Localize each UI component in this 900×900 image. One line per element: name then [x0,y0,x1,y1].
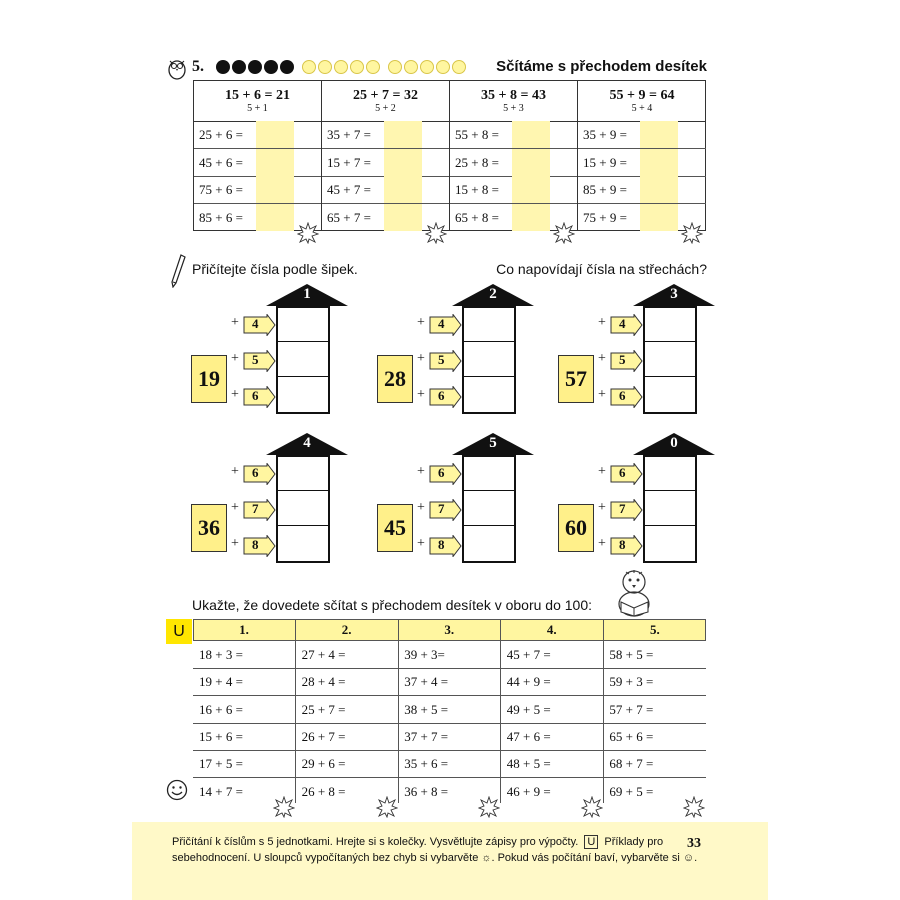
equation-text: 15 + 6 = [199,728,243,744]
equation-text: 15 + 8 = [455,182,499,197]
page-number: 33 [687,836,701,851]
addend-arrow [429,499,467,521]
arrow-shape [243,499,281,521]
table-row [398,750,500,778]
equation-text: 58 + 5 = [609,647,654,662]
plus-sign: + [598,351,606,366]
plus-sign: + [231,387,239,402]
equation-text: 75 + 9 = [583,209,627,225]
table-column [296,619,399,803]
answer-field[interactable] [512,121,550,148]
arrow-shape [243,350,281,372]
equation-text: 25 + 8 = [455,154,499,170]
addend-number: 5 [252,352,259,367]
addend-arrow [610,463,648,485]
star-icon[interactable] [273,796,295,818]
equation-text: 19 + 4 = [199,674,243,690]
equation-text: 18 + 3 = [199,647,243,662]
dot-empty [318,60,332,74]
star-icon[interactable] [425,222,447,244]
arrow-shape [610,535,648,557]
addend-number: 4 [619,316,626,331]
equation-text: 26 + 8 = [301,783,346,799]
equation-text: 57 + 7 = [609,701,654,717]
equation-text: 36 + 8 = [404,783,449,799]
number-house [191,435,371,595]
self-assessment-label: U [166,619,192,644]
table-row [501,696,603,724]
addend-number: 4 [252,316,259,331]
table-row [603,668,706,696]
dot-empty [350,60,364,74]
answer-field[interactable] [640,121,678,148]
dot-empty [452,60,466,74]
addend-number: 6 [438,465,445,480]
arrow-shape [243,535,281,557]
plus-sign: + [417,351,425,366]
footer-line2: sebehodnocení. U sloupců vypočítaných bez chyb si vybarvěte ☼. Pokud vás počítání baví, vybarvěte si ☺. [172,852,698,864]
dot-empty [404,60,418,74]
number-house [377,435,557,595]
roof-number: 4 [303,435,311,451]
addend-number: 7 [252,501,259,516]
addend-number: 8 [252,537,259,552]
start-number: 57 [558,355,594,403]
dot-empty [334,60,348,74]
table-column [194,81,322,230]
table-row [603,723,706,751]
start-number: 45 [377,504,413,552]
table-column [322,81,450,230]
equation-text: 35 + 7 = [327,127,371,142]
plus-sign: + [231,351,239,366]
table-column [450,81,578,230]
plus-sign: + [598,315,606,330]
arrow-shape [429,499,467,521]
addend-arrow [610,499,648,521]
example-equation: 25 + 7 = 32 [353,88,418,103]
addend-number: 6 [619,388,626,403]
plus-sign: + [417,387,425,402]
addend-arrow [243,463,281,485]
column-header: 2. [341,622,352,637]
star-icon[interactable] [683,796,705,818]
equation-text: 65 + 8 = [455,209,499,225]
dot-filled [280,60,294,74]
answer-field[interactable] [512,176,550,203]
addend-arrow [429,386,467,408]
arrow-shape [610,463,648,485]
table-row [296,668,398,696]
answer-cell[interactable] [645,342,695,376]
table-row [296,750,398,778]
dot-filled [264,60,278,74]
answer-field[interactable] [256,121,294,148]
addend-arrow [243,499,281,521]
addend-arrow [429,350,467,372]
equation-text: 26 + 7 = [301,728,346,744]
pencil-icon [170,254,186,288]
star-icon[interactable] [297,222,319,244]
answer-cell[interactable] [278,526,328,560]
equation-text: 46 + 9 = [506,783,551,799]
table-row [450,176,577,204]
star-icon[interactable] [478,796,500,818]
equation-text: 37 + 4 = [404,674,449,690]
answer-cell[interactable] [278,308,328,342]
addend-arrow [429,314,467,336]
column-header: 3. [444,622,455,637]
equation-text: 16 + 6 = [199,701,243,717]
equation-text: 35 + 6 = [404,756,449,772]
plus-sign: + [417,315,425,330]
equation-text: 75 + 6 = [199,182,243,197]
roof-number: 3 [670,286,678,302]
answer-cell[interactable] [464,457,514,491]
table-row [322,176,449,204]
equation-text: 65 + 6 = [609,728,654,744]
answer-cell[interactable] [278,377,328,411]
number-house [191,286,371,446]
equation-text: 39 + 3= [404,647,445,662]
addend-number: 4 [438,316,445,331]
equation-text: 47 + 6 = [506,728,551,744]
plus-sign: + [598,500,606,515]
table-row [193,641,295,669]
equation-text: 35 + 9 = [583,127,627,142]
column-header: 4. [546,622,557,637]
answer-field[interactable] [256,149,294,176]
example-split: 5 + 4 [631,103,653,114]
plus-sign: + [417,536,425,551]
arrow-shape [243,314,281,336]
arrow-shape [429,314,467,336]
answer-field[interactable] [640,149,678,176]
addend-number: 7 [438,501,445,516]
dot-filled [232,60,246,74]
column-example [578,81,706,122]
footer-note [132,822,768,900]
dot-empty [420,60,434,74]
equation-text: 25 + 6 = [199,127,243,142]
answer-field[interactable] [640,204,678,231]
column-header: 1. [239,622,249,637]
house-body [276,455,330,563]
equation-text: 65 + 7 = [327,209,371,225]
roof-number: 2 [489,286,497,302]
plus-sign: + [598,536,606,551]
table-row [398,723,500,751]
equation-text: 68 + 7 = [609,756,654,772]
addend-number: 6 [252,465,259,480]
equation-text: 48 + 5 = [506,756,551,772]
column-example [194,81,321,122]
table-row [450,121,577,149]
table-row [296,696,398,724]
arrow-shape [243,463,281,485]
answer-cell[interactable] [464,377,514,411]
star-icon[interactable] [681,222,703,244]
equation-text: 69 + 5 = [609,783,654,799]
plus-sign: + [231,464,239,479]
answer-cell[interactable] [278,491,328,525]
roof-number: 5 [489,435,497,451]
answer-cell[interactable] [464,491,514,525]
equation-text: 25 + 7 = [301,701,346,717]
table-row [193,668,295,696]
addend-number: 6 [252,388,259,403]
page-title: Sčítáme s přechodem desítek [496,58,707,75]
equation-text: 28 + 4 = [301,674,346,690]
plus-sign: + [417,500,425,515]
equation-text: 15 + 9 = [583,154,627,170]
table-column [501,619,604,803]
answer-field[interactable] [384,176,422,203]
addend-number: 8 [438,537,445,552]
plus-sign: + [231,500,239,515]
house-body [276,306,330,414]
table-row [193,750,295,778]
house-body [462,455,516,563]
plus-sign: + [417,464,425,479]
start-number: 19 [191,355,227,403]
addend-arrow [610,314,648,336]
answer-field[interactable] [384,121,422,148]
answer-cell[interactable] [464,342,514,376]
answer-cell[interactable] [464,308,514,342]
answer-cell[interactable] [645,457,695,491]
addend-number: 8 [619,537,626,552]
table-column [193,619,296,803]
addition-table [193,80,706,231]
answer-cell[interactable] [645,308,695,342]
example-equation: 35 + 8 = 43 [481,88,546,103]
table-column [578,81,706,230]
arrow-shape [610,499,648,521]
column-example [450,81,577,122]
progress-dots [216,60,466,74]
example-equation: 15 + 6 = 21 [225,88,290,103]
table-row [398,641,500,669]
addend-arrow [429,463,467,485]
addend-number: 6 [619,465,626,480]
answer-cell[interactable] [278,342,328,376]
table-row [322,149,449,177]
self-test-prompt: Ukažte, že dovedete sčítat s přechodem desítek v oboru do 100: [192,597,593,613]
equation-text: 15 + 7 = [327,154,371,170]
table-row [322,121,449,149]
answer-field[interactable] [512,204,550,231]
dot-filled [216,60,230,74]
table-row [501,723,603,751]
plus-sign: + [598,387,606,402]
start-number: 36 [191,504,227,552]
plus-sign: + [231,536,239,551]
table-row [501,750,603,778]
table-row [398,668,500,696]
dot-filled [248,60,262,74]
addend-number: 5 [619,352,626,367]
answer-field[interactable] [256,204,294,231]
equation-text: 49 + 5 = [506,701,551,717]
table-row [578,176,706,204]
addend-arrow [429,535,467,557]
table-row [603,641,706,669]
footer-line1: Přičítání k číslům s 5 jednotkami. Hrejte si s kolečky. Vysvětlujte zápisy pro výpočty. [172,836,579,848]
answer-field[interactable] [640,176,678,203]
roof-number: 0 [670,435,678,451]
exercise-number: 5. [192,58,204,75]
equation-text: 29 + 6 = [301,756,346,772]
addend-arrow [243,350,281,372]
table-row [193,696,295,724]
column-header: 5. [650,622,660,637]
example-split: 5 + 2 [375,103,396,114]
table-row [194,176,321,204]
equation-text: 44 + 9 = [506,674,551,690]
equation-text: 37 + 7 = [404,728,449,744]
arrow-shape [610,314,648,336]
table-column [603,619,706,803]
answer-field[interactable] [384,204,422,231]
arrow-shape [429,350,467,372]
table-row [194,149,321,177]
answer-field[interactable] [512,149,550,176]
arrow-shape [429,463,467,485]
dot-empty [302,60,316,74]
equation-text: 14 + 7 = [199,783,243,799]
arrow-shape [243,386,281,408]
example-split: 5 + 1 [247,103,268,114]
number-house [377,286,557,446]
addend-arrow [610,350,648,372]
addend-arrow [243,386,281,408]
column-example [322,81,449,122]
equation-text: 45 + 6 = [199,154,243,170]
addend-arrow [243,535,281,557]
addend-number: 6 [438,388,445,403]
addend-arrow [243,314,281,336]
chick-reading-icon [612,568,658,620]
footer-u-mark: U [584,835,598,849]
example-equation: 55 + 9 = 64 [609,88,675,103]
equation-text: 17 + 5 = [199,756,243,772]
owl-icon [166,56,188,80]
house-body [462,306,516,414]
equation-text: 27 + 4 = [301,647,346,662]
table-row [194,121,321,149]
instruction-right: Co napovídají čísla na střechách? [496,261,707,277]
dot-empty [436,60,450,74]
arrow-shape [429,386,467,408]
arrow-shape [610,386,648,408]
arrow-shape [429,535,467,557]
house-body [643,455,697,563]
table-row [578,121,706,149]
equation-text: 59 + 3 = [609,674,654,690]
answer-cell[interactable] [645,377,695,411]
answer-cell[interactable] [645,491,695,525]
dot-empty [388,60,402,74]
table-row [578,149,706,177]
table-row [450,149,577,177]
equation-text: 38 + 5 = [404,701,449,717]
start-number: 60 [558,504,594,552]
plus-sign: + [598,464,606,479]
addend-number: 5 [438,352,445,367]
addend-arrow [610,386,648,408]
table-row [603,696,706,724]
answer-cell[interactable] [278,457,328,491]
example-split: 5 + 3 [503,103,524,114]
footer-line1-end: Příklady pro [604,836,664,848]
arrow-shape [610,350,648,372]
answer-cell[interactable] [464,526,514,560]
plus-sign: + [231,315,239,330]
start-number: 28 [377,355,413,403]
table-column [398,619,501,803]
star-icon[interactable] [553,222,575,244]
addend-number: 7 [619,501,626,516]
addend-arrow [610,535,648,557]
table-row [501,641,603,669]
instruction-left: Přičítejte čísla podle šipek. [192,261,358,277]
equation-text: 55 + 8 = [455,127,499,142]
answer-cell[interactable] [645,526,695,560]
equation-text: 45 + 7 = [327,182,371,197]
roof-number: 1 [303,286,311,302]
footer-text [172,834,712,866]
equation-text: 85 + 9 = [583,182,627,197]
table-row [296,641,398,669]
answer-field[interactable] [384,149,422,176]
number-house [558,286,738,446]
equation-text: 45 + 7 = [506,647,551,662]
answer-field[interactable] [256,176,294,203]
table-row [398,696,500,724]
equation-text: 85 + 6 = [199,209,243,225]
star-icon[interactable] [376,796,398,818]
dot-empty [366,60,380,74]
table-row [603,750,706,778]
smiley-icon [166,779,188,801]
table-row [501,668,603,696]
table-row [296,723,398,751]
house-body [643,306,697,414]
table-row [193,723,295,751]
star-icon[interactable] [581,796,603,818]
